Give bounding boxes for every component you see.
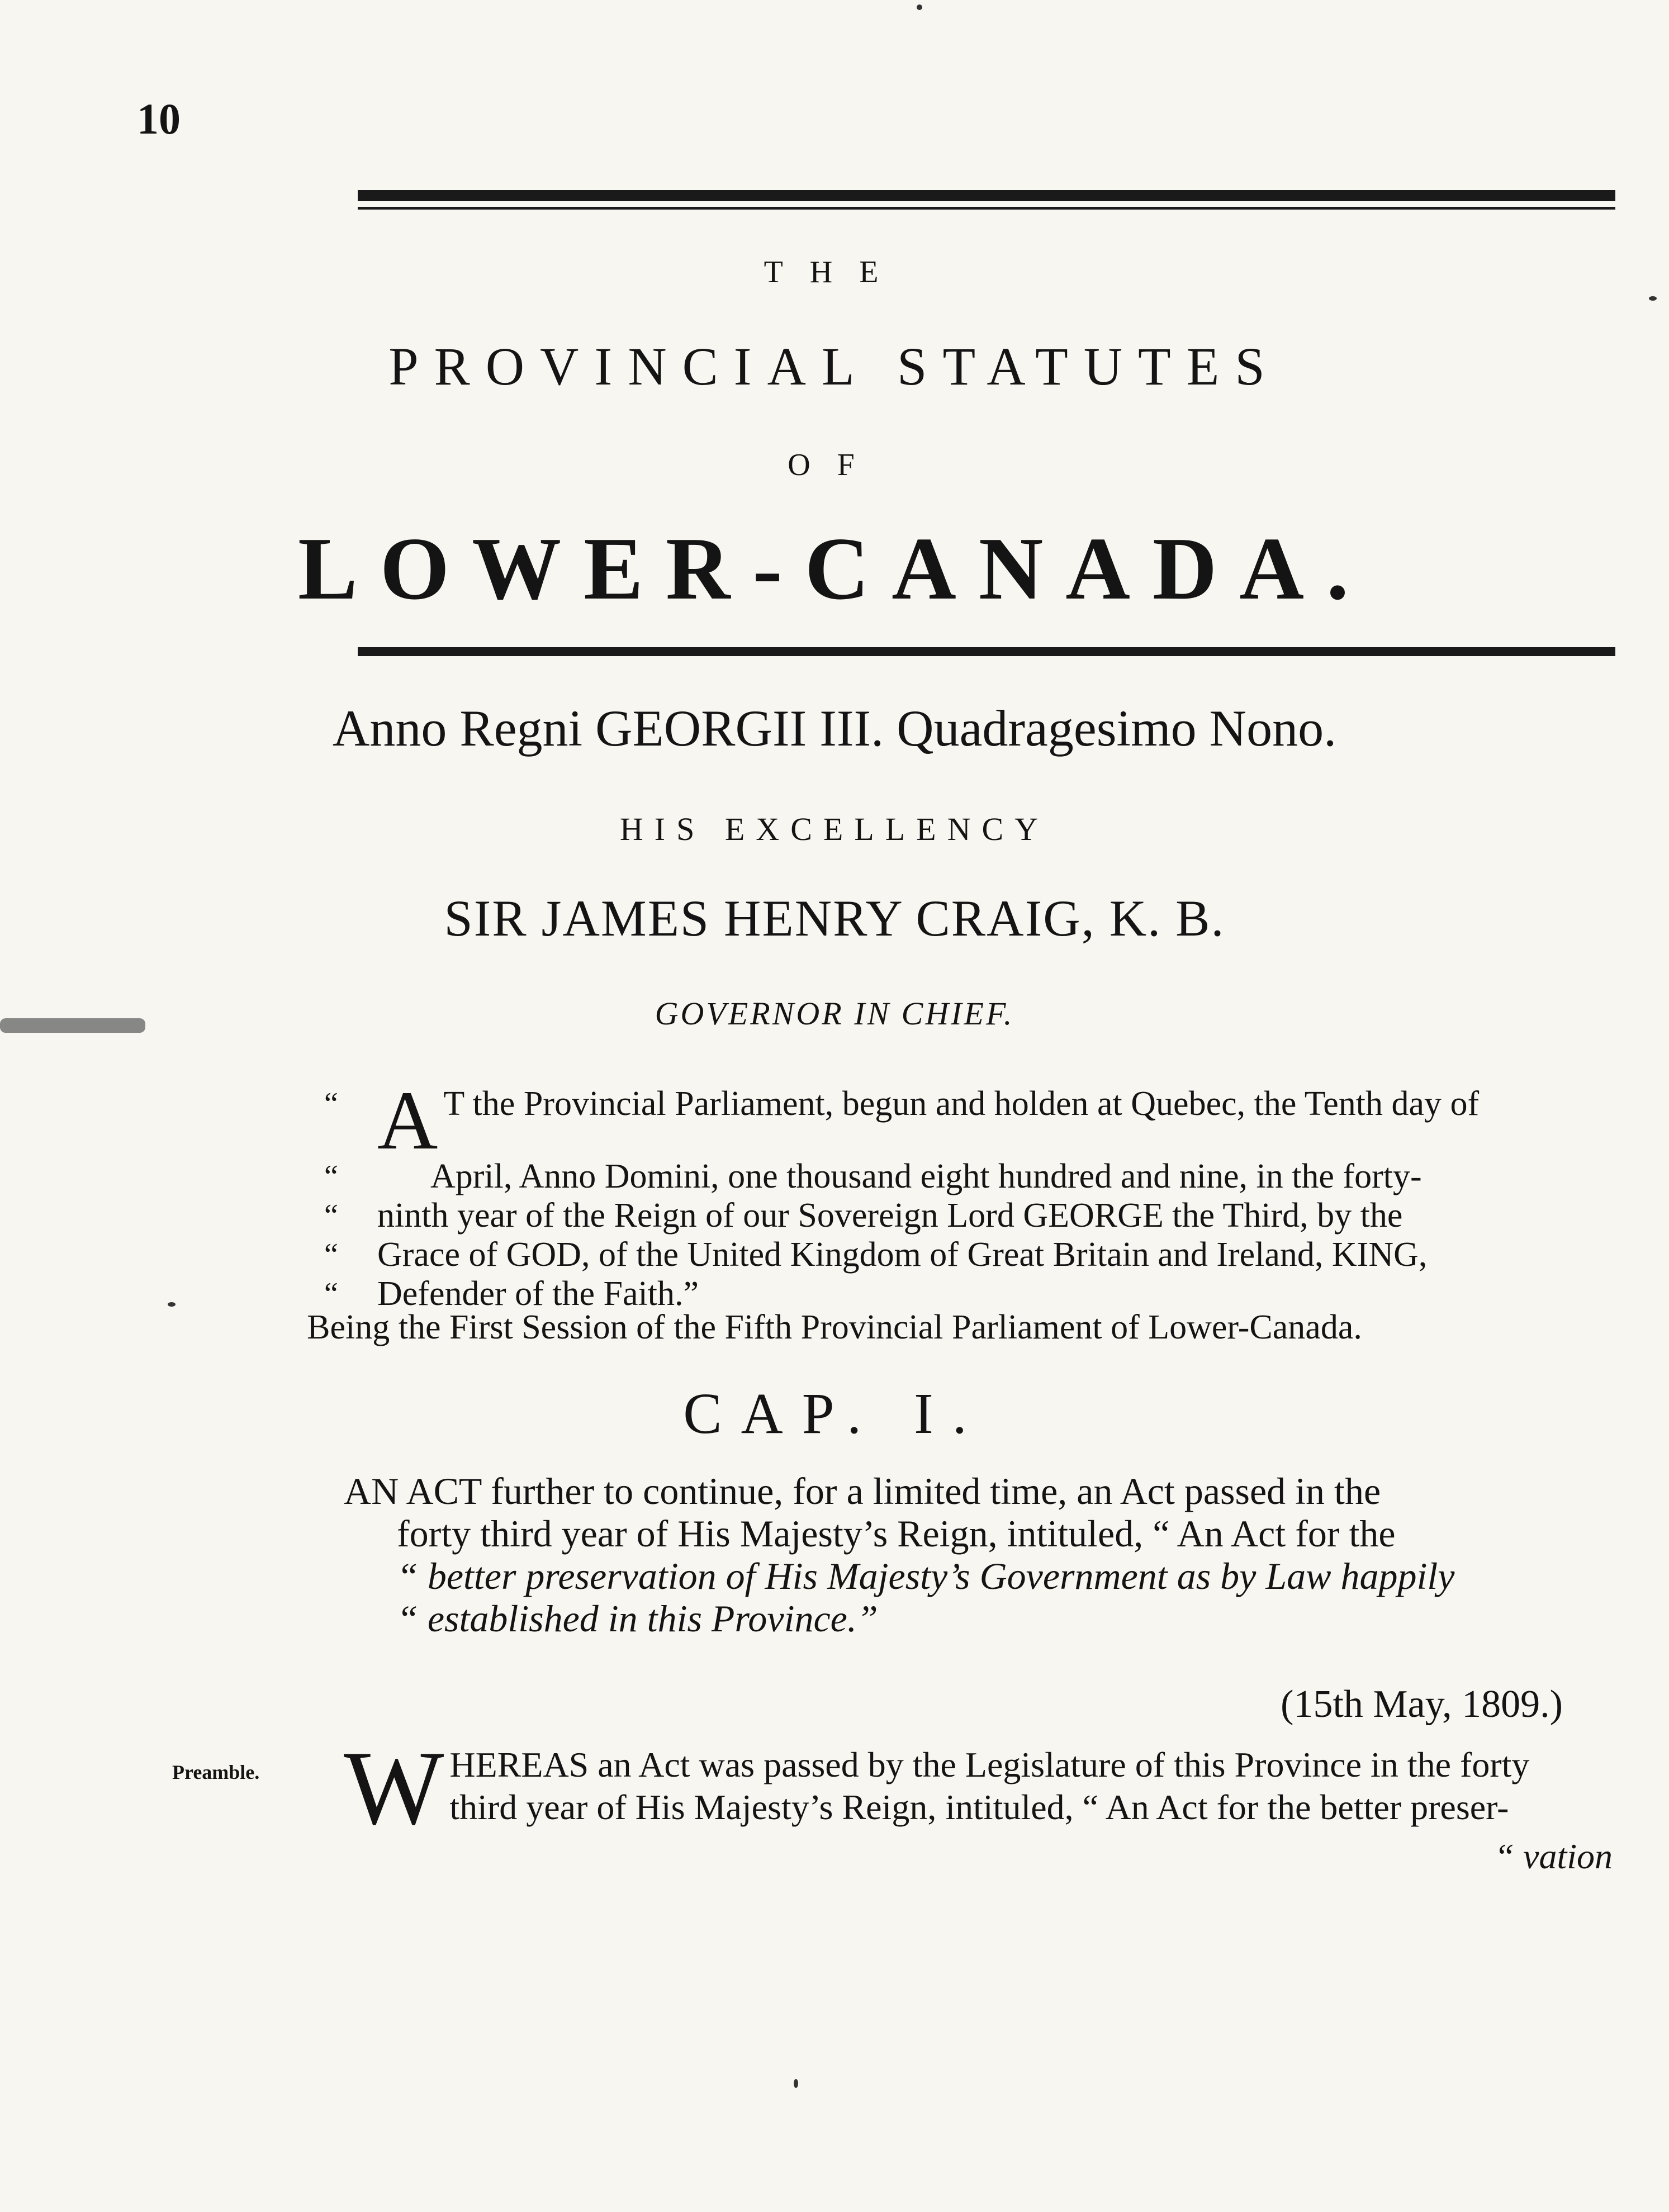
parliament-line-text: Grace of GOD, of the United Kingdom of Great Britain and Ireland, KING, [377, 1236, 1428, 1274]
act-date: (15th May, 1809.) [1281, 1683, 1563, 1726]
quote-mark: “ [324, 1159, 338, 1194]
regnal-year-line: Anno Regni GEORGII III. Quadragesimo Nono. [332, 700, 1337, 757]
parliament-line-text: April, Anno Domini, one thousand eight hundred and nine, in the forty- [430, 1157, 1422, 1195]
ink-speck [1649, 296, 1657, 301]
act-title-line: AN ACT further to continue, for a limited time, an Act passed in the [344, 1470, 1381, 1512]
page-number: 10 [137, 94, 181, 143]
title-of: OF [788, 448, 881, 482]
act-title-line: “ established in this Province.” [397, 1597, 878, 1640]
top-rule-thin [358, 207, 1615, 210]
preamble-line: “ vation [1494, 1836, 1613, 1876]
governor-name: SIR JAMES HENRY CRAIG, K. B. [444, 890, 1225, 947]
parliament-line [324, 1235, 1621, 1274]
ink-speck [794, 2079, 798, 2088]
parliament-line [324, 1157, 1621, 1196]
top-rule [358, 190, 1615, 201]
act-title-line: forty third year of His Majesty’s Reign, intituled, “ An Act for the [397, 1512, 1396, 1555]
preamble-paragraph [344, 1730, 1613, 1878]
act-title [344, 1470, 1613, 1640]
chapter-heading: CAP. I. [683, 1382, 986, 1446]
quote-mark: “ [324, 1276, 338, 1311]
ink-speck [917, 4, 922, 10]
parliament-line-text: Defender of the Faith.” [377, 1275, 699, 1313]
preamble-line: HEREAS an Act was passed by the Legislature of this Province in the forty [449, 1745, 1530, 1784]
title-place: LOWER-CANADA. [298, 519, 1371, 618]
parliament-line-text: T the Provincial Parliament, begun and holden at Quebec, the Tenth day of [443, 1085, 1480, 1123]
quote-mark: “ [324, 1237, 338, 1272]
middle-rule [358, 647, 1615, 656]
title-the: THE [764, 255, 905, 289]
parliament-paragraph [324, 1074, 1621, 1313]
ink-speck [168, 1302, 176, 1307]
drop-cap: W [344, 1730, 444, 1847]
quote-mark: “ [324, 1086, 338, 1121]
drop-cap: A [377, 1074, 438, 1167]
session-line: Being the First Session of the Fifth Provincial Parliament of Lower-Canada. [307, 1308, 1362, 1346]
parliament-line-text: ninth year of the Reign of our Sovereign Lord GEORGE the Third, by the [377, 1197, 1403, 1235]
margin-note: Preamble. [172, 1761, 260, 1783]
his-excellency: HIS EXCELLENCY [619, 811, 1050, 847]
parliament-line [324, 1074, 1621, 1167]
preamble-line: third year of His Majesty’s Reign, intituled, “ An Act for the better preser- [449, 1787, 1509, 1827]
title-main: PROVINCIAL STATUTES [388, 336, 1281, 396]
parliament-line [324, 1196, 1621, 1235]
ink-smudge [0, 1018, 145, 1033]
governor-title: GOVERNOR IN CHIEF. [655, 995, 1014, 1032]
act-title-line: “ better preservation of His Majesty’s Government as by Law happily [397, 1555, 1455, 1597]
quote-mark: “ [324, 1198, 338, 1233]
